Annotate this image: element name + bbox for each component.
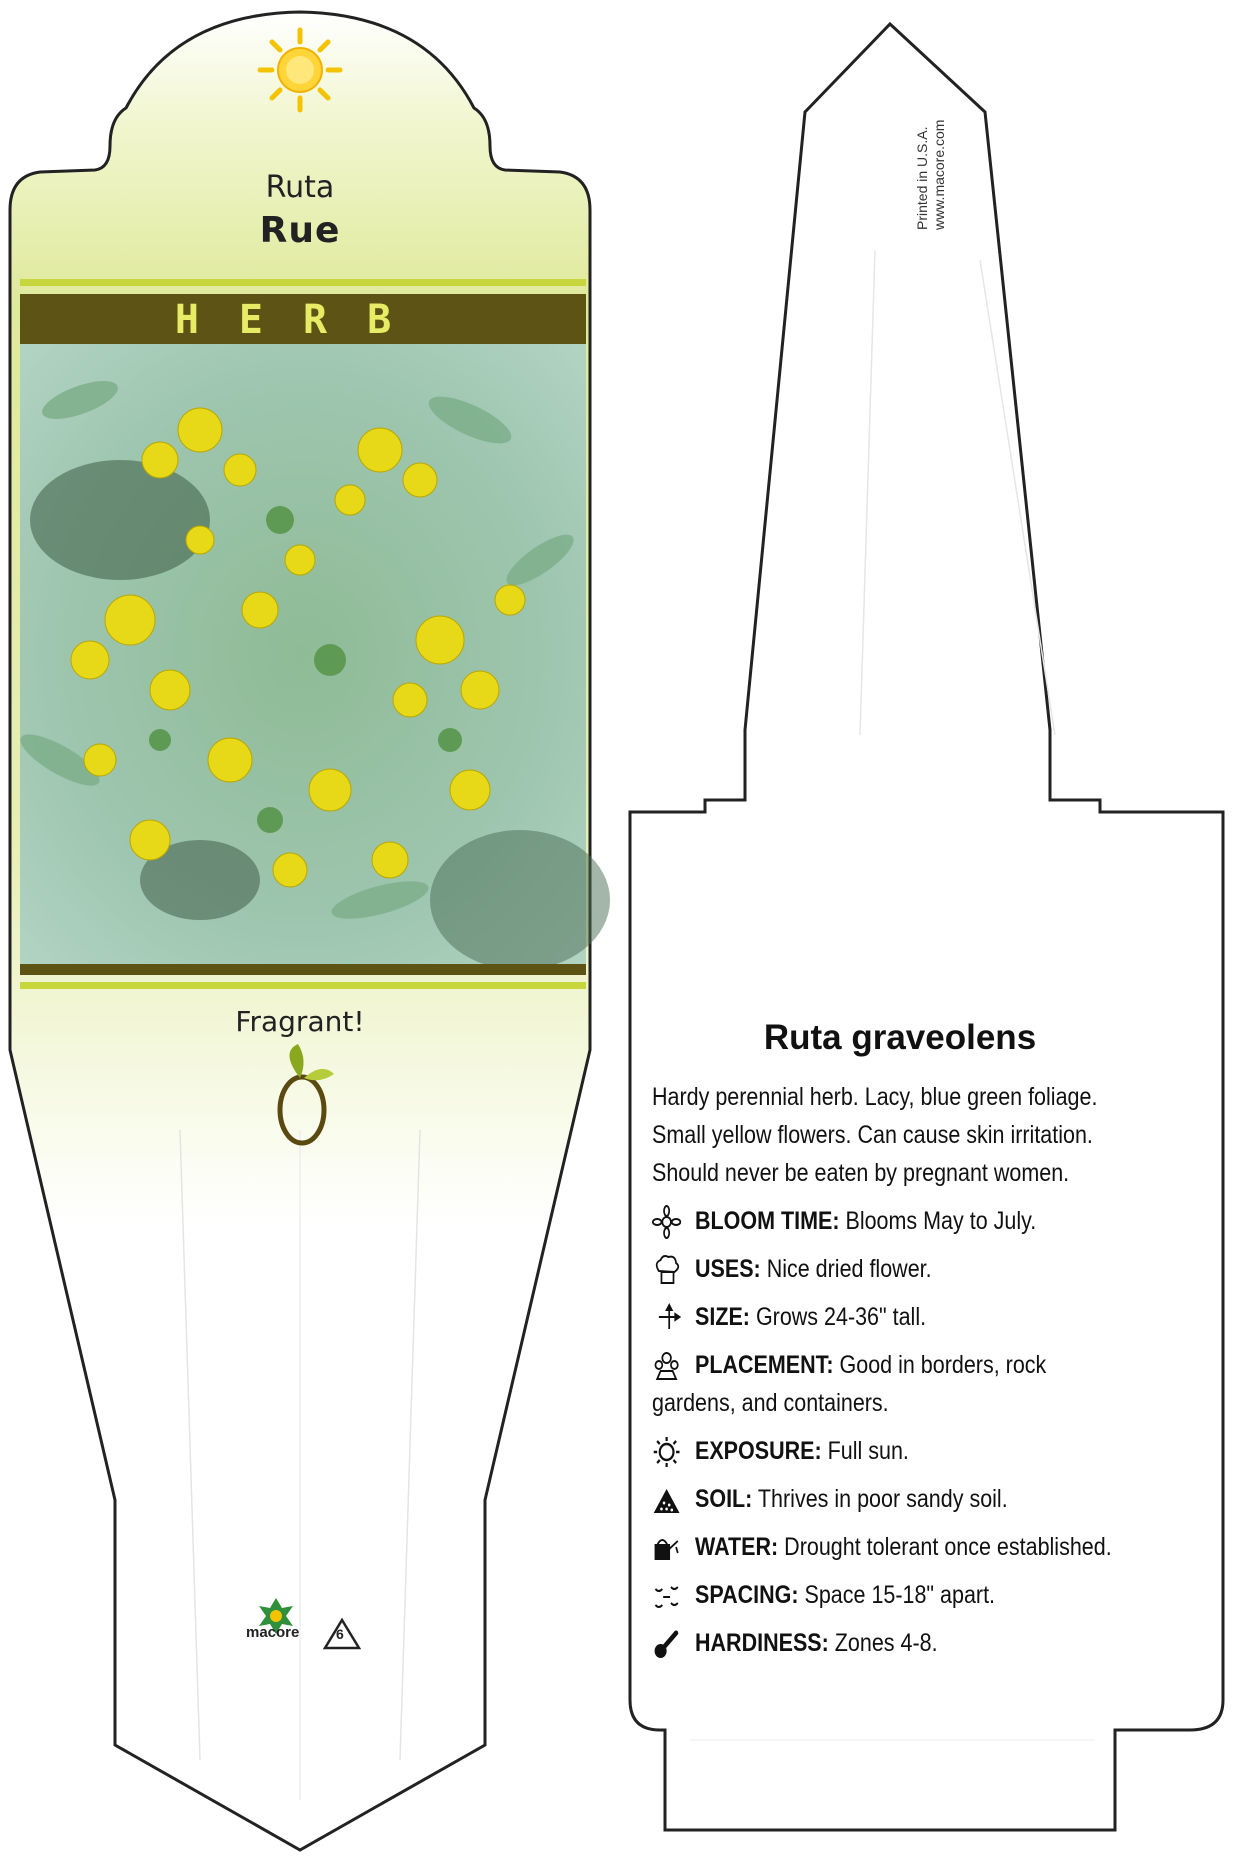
recycle-number: 6 (336, 1626, 344, 1642)
bloom-time-label: BLOOM TIME: (695, 1207, 840, 1235)
placement-value: Good in borders, rock gardens, and containers. (652, 1351, 1047, 1417)
attribute-soil (652, 1480, 1134, 1518)
soil-value: Thrives in poor sandy soil. (757, 1485, 1008, 1513)
exposure-label: EXPOSURE: (695, 1437, 822, 1465)
sun-outline-icon (652, 1435, 681, 1469)
attribute-water (652, 1528, 1134, 1566)
front-genus: Ruta (265, 170, 335, 205)
flower-icon (652, 1205, 681, 1239)
printed-line-1: Printed in U.S.A. (914, 126, 930, 230)
uses-label: USES: (695, 1255, 761, 1283)
care-info (652, 1078, 1134, 1662)
printed-line-2: www.macore.com (931, 119, 947, 230)
attribute-bloom-time (652, 1202, 1134, 1240)
slogan: Fragrant! (235, 1005, 365, 1038)
bloom-time-value: Blooms May to July. (845, 1207, 1037, 1235)
attribute-uses (652, 1250, 1134, 1288)
size-arrows-icon (652, 1301, 681, 1335)
attribute-placement (652, 1346, 1134, 1422)
attribute-exposure (652, 1432, 1134, 1470)
attribute-size (652, 1298, 1134, 1336)
category-band: HERB (174, 297, 432, 343)
exposure-value: Full sun. (827, 1437, 909, 1465)
chef-hat-icon (652, 1253, 681, 1287)
size-value: Grows 24-36" tall. (755, 1303, 927, 1331)
plant-photo (14, 344, 610, 970)
uses-value: Nice dried flower. (766, 1255, 932, 1283)
attribute-spacing (652, 1576, 1134, 1614)
hardiness-value: Zones 4-8. (834, 1629, 938, 1657)
placement-icon (652, 1349, 681, 1383)
description: Hardy perennial herb. Lacy, blue green foliage. Small yellow flowers. Can cause skin irritation. Should never be eaten by pregnant women. (652, 1083, 1098, 1187)
hardiness-label: HARDINESS: (695, 1629, 829, 1657)
soil-icon (652, 1483, 681, 1517)
printed-info (914, 80, 948, 230)
size-label: SIZE: (695, 1303, 750, 1331)
watering-can-icon (652, 1531, 681, 1565)
thermometer-icon (652, 1627, 681, 1661)
sun-icon (260, 30, 340, 110)
front-common-name: Rue (259, 210, 341, 251)
placement-label: PLACEMENT: (695, 1351, 834, 1379)
botanical-name: Ruta graveolens (763, 1018, 1037, 1057)
spacing-icon (652, 1579, 681, 1613)
macore-logo-text: macore (246, 1624, 300, 1641)
spacing-label: SPACING: (695, 1581, 799, 1609)
spacing-value: Space 15-18" apart. (804, 1581, 996, 1609)
attribute-hardiness (652, 1624, 1134, 1662)
water-value: Drought tolerant once established. (784, 1533, 1112, 1561)
water-label: WATER: (695, 1533, 779, 1561)
soil-label: SOIL: (695, 1485, 753, 1513)
